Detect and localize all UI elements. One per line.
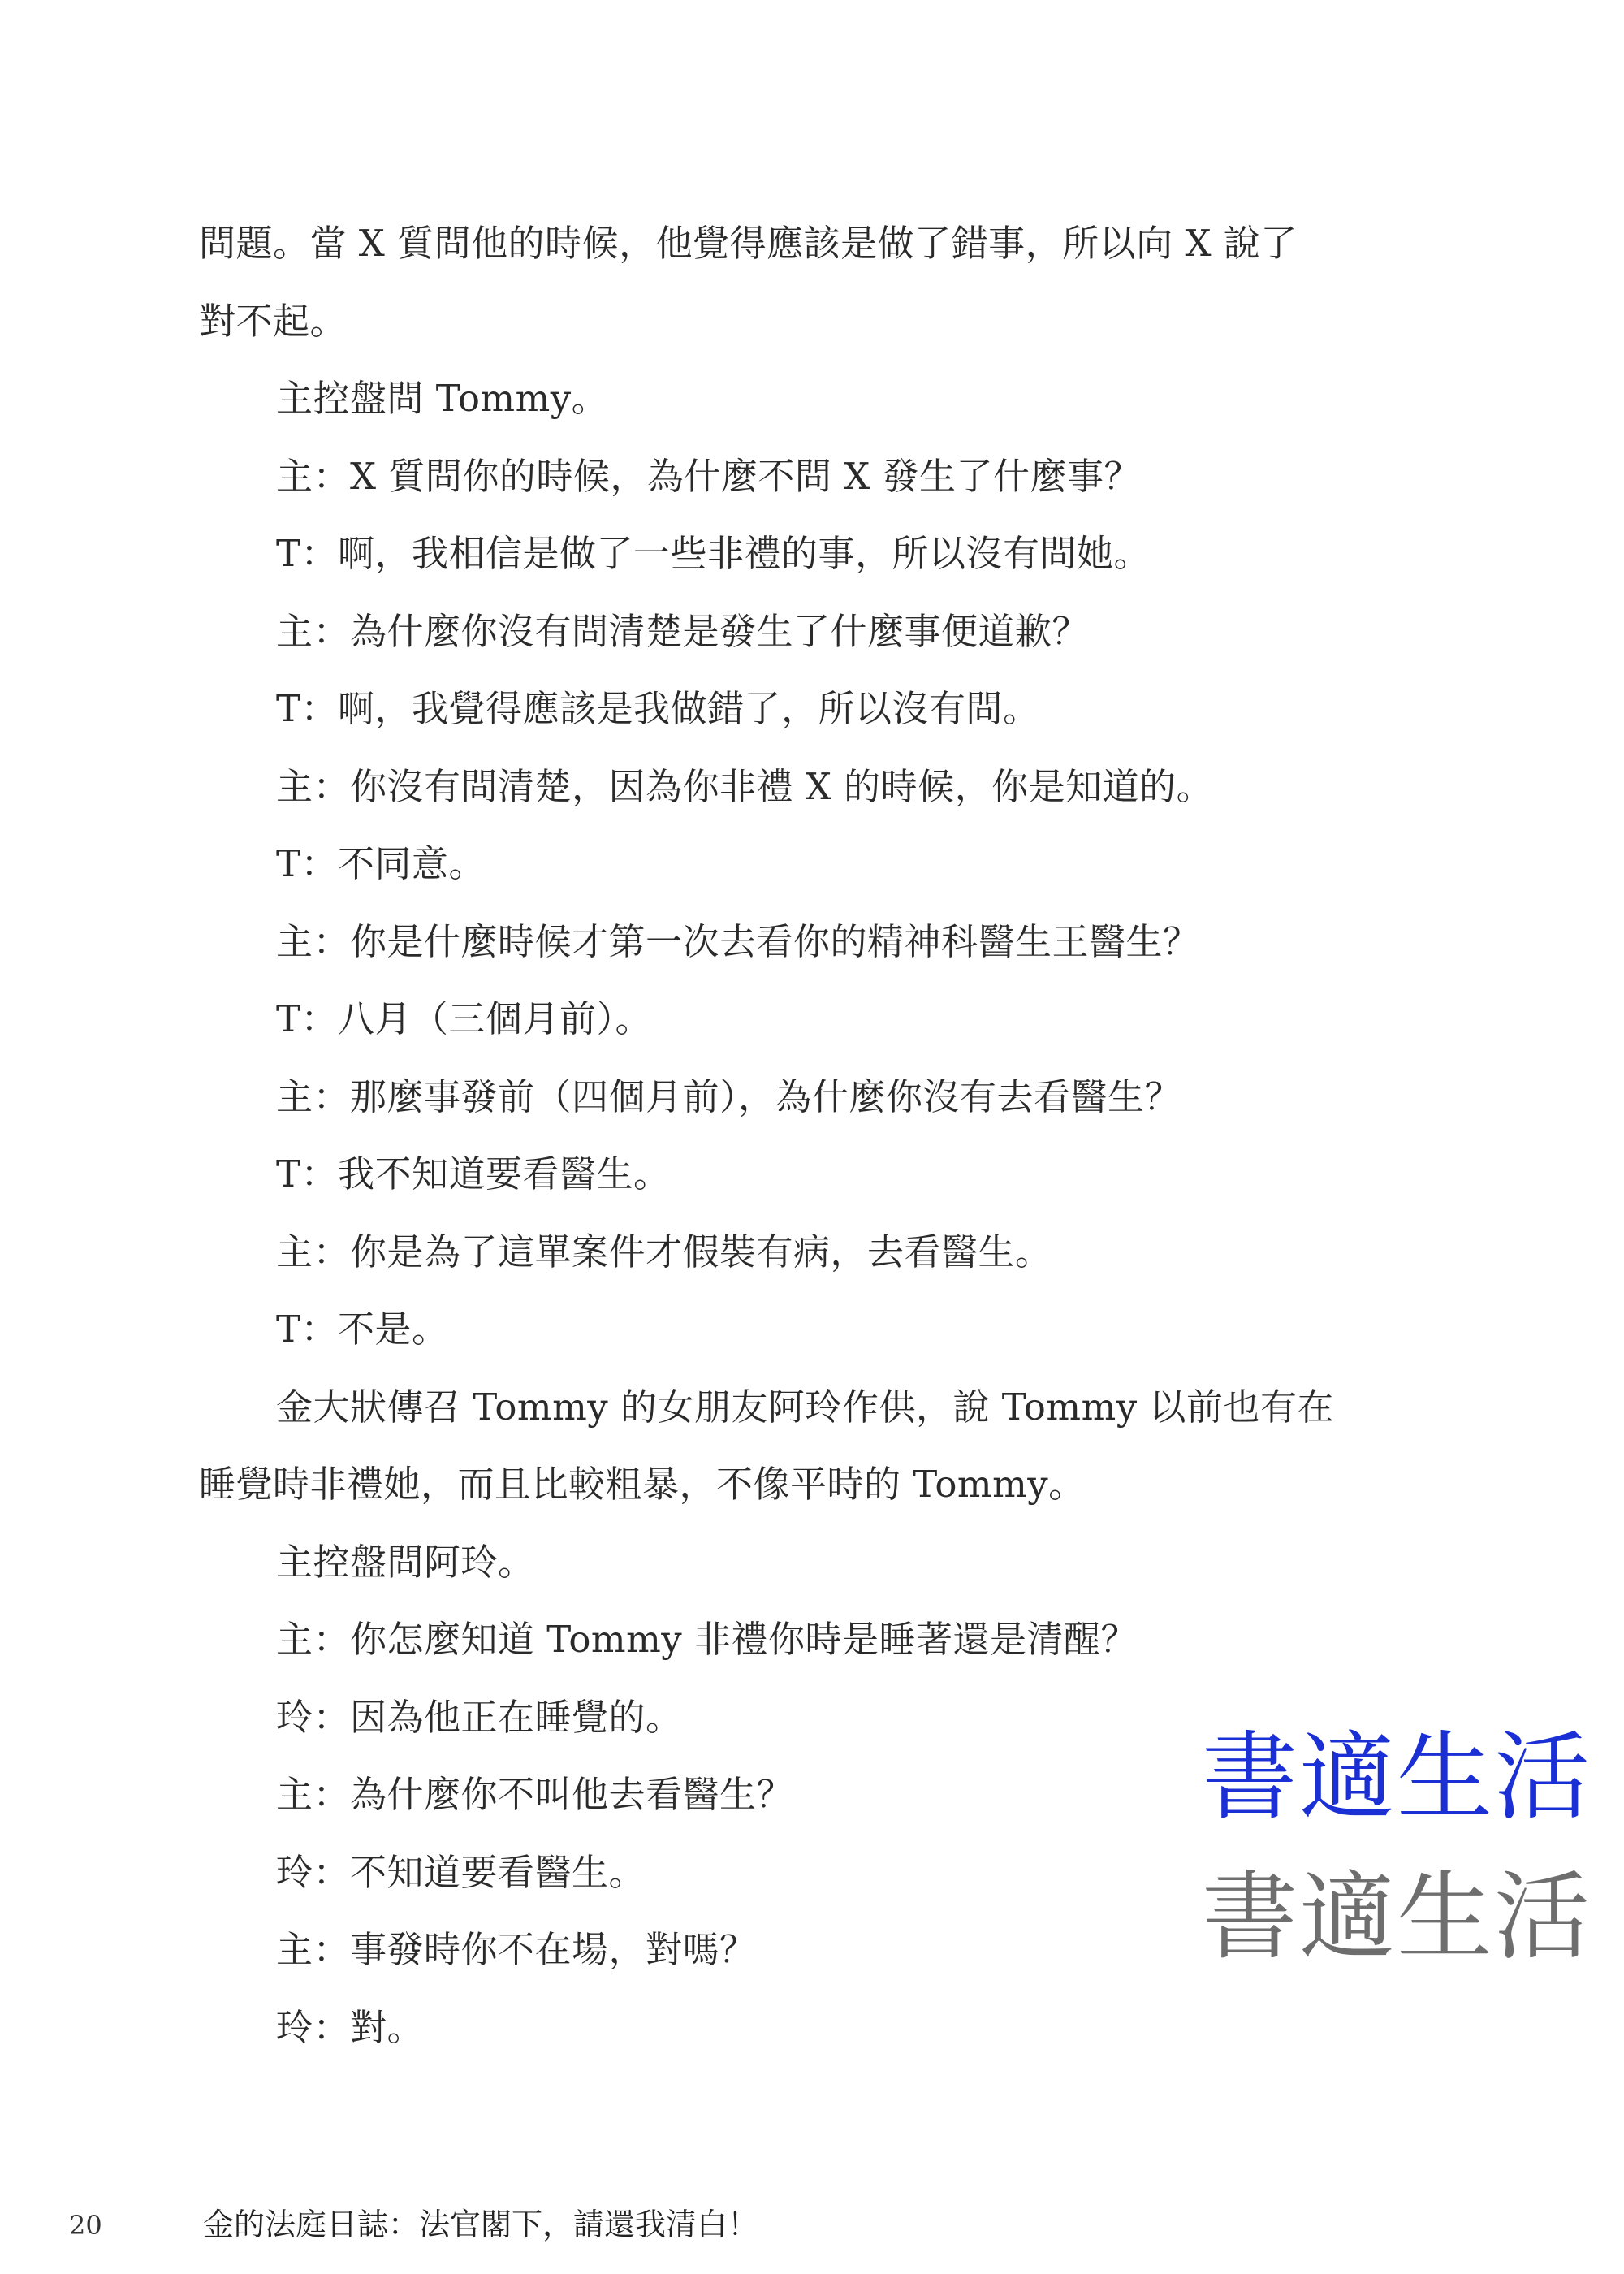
dialogue-line: 主：事發時你不在場，對嗎？ <box>276 1928 757 1971</box>
dialogue-line: 主：為什麼你不叫他去看醫生？ <box>276 1773 794 1816</box>
dialogue-line: T：不是。 <box>276 1308 449 1351</box>
dialogue-line: T：我不知道要看醫生。 <box>276 1152 671 1195</box>
watermark-gray: 書適生活 <box>1202 1861 1592 1973</box>
text-line: 主控盤問阿玲。 <box>276 1540 535 1584</box>
dialogue-line: 主：你沒有問清楚，因為你非禮 X 的時候，你是知道的。 <box>276 764 1214 808</box>
text-line: 主控盤問 Tommy。 <box>276 377 609 420</box>
dialogue-line: 主：你是為了這單案件才假裝有病，去看醫生。 <box>276 1230 1052 1273</box>
dialogue-line: T：啊，我相信是做了一些非禮的事，所以沒有問她。 <box>276 532 1151 575</box>
dialogue-line: 主：你是什麼時候才第一次去看你的精神科醫生王醫生？ <box>276 919 1200 963</box>
dialogue-line: 玲：因為他正在睡覺的。 <box>276 1695 683 1739</box>
watermark-blue: 書適生活 <box>1202 1721 1592 1833</box>
dialogue-line: 主：你怎麼知道 Tommy 非禮你時是睡著還是清醒？ <box>276 1618 1138 1661</box>
dialogue-line: 主：那麼事發前（四個月前），為什麼你沒有去看醫生？ <box>276 1074 1182 1118</box>
dialogue-line: T：啊，我覺得應該是我做錯了，所以沒有問。 <box>276 687 1040 730</box>
text-line: 對不起。 <box>199 299 348 343</box>
text-line: 問題。當 X 質問他的時候，他覺得應該是做了錯事，所以向 X 說了 <box>199 222 1298 265</box>
dialogue-line: 主：X 質問你的時候，為什麼不問 X 發生了什麼事？ <box>276 454 1141 498</box>
dialogue-line: 玲：不知道要看醫生。 <box>276 1850 646 1894</box>
text-line: 睡覺時非禮她，而且比較粗暴，不像平時的 Tommy。 <box>199 1463 1086 1506</box>
dialogue-line: 玲：對。 <box>276 2005 425 2049</box>
dialogue-line: 主：為什麼你沒有問清楚是發生了什麼事便道歉？ <box>276 609 1090 653</box>
text-line: 金大狀傳召 Tommy 的女朋友阿玲作供，說 Tommy 以前也有在 <box>276 1385 1334 1429</box>
page-number: 20 <box>69 2210 102 2241</box>
running-footer-title: 金的法庭日誌：法官閣下，請還我清白！ <box>203 2207 759 2242</box>
dialogue-line: T：不同意。 <box>276 842 486 885</box>
dialogue-line: T：八月（三個月前）。 <box>276 997 653 1040</box>
